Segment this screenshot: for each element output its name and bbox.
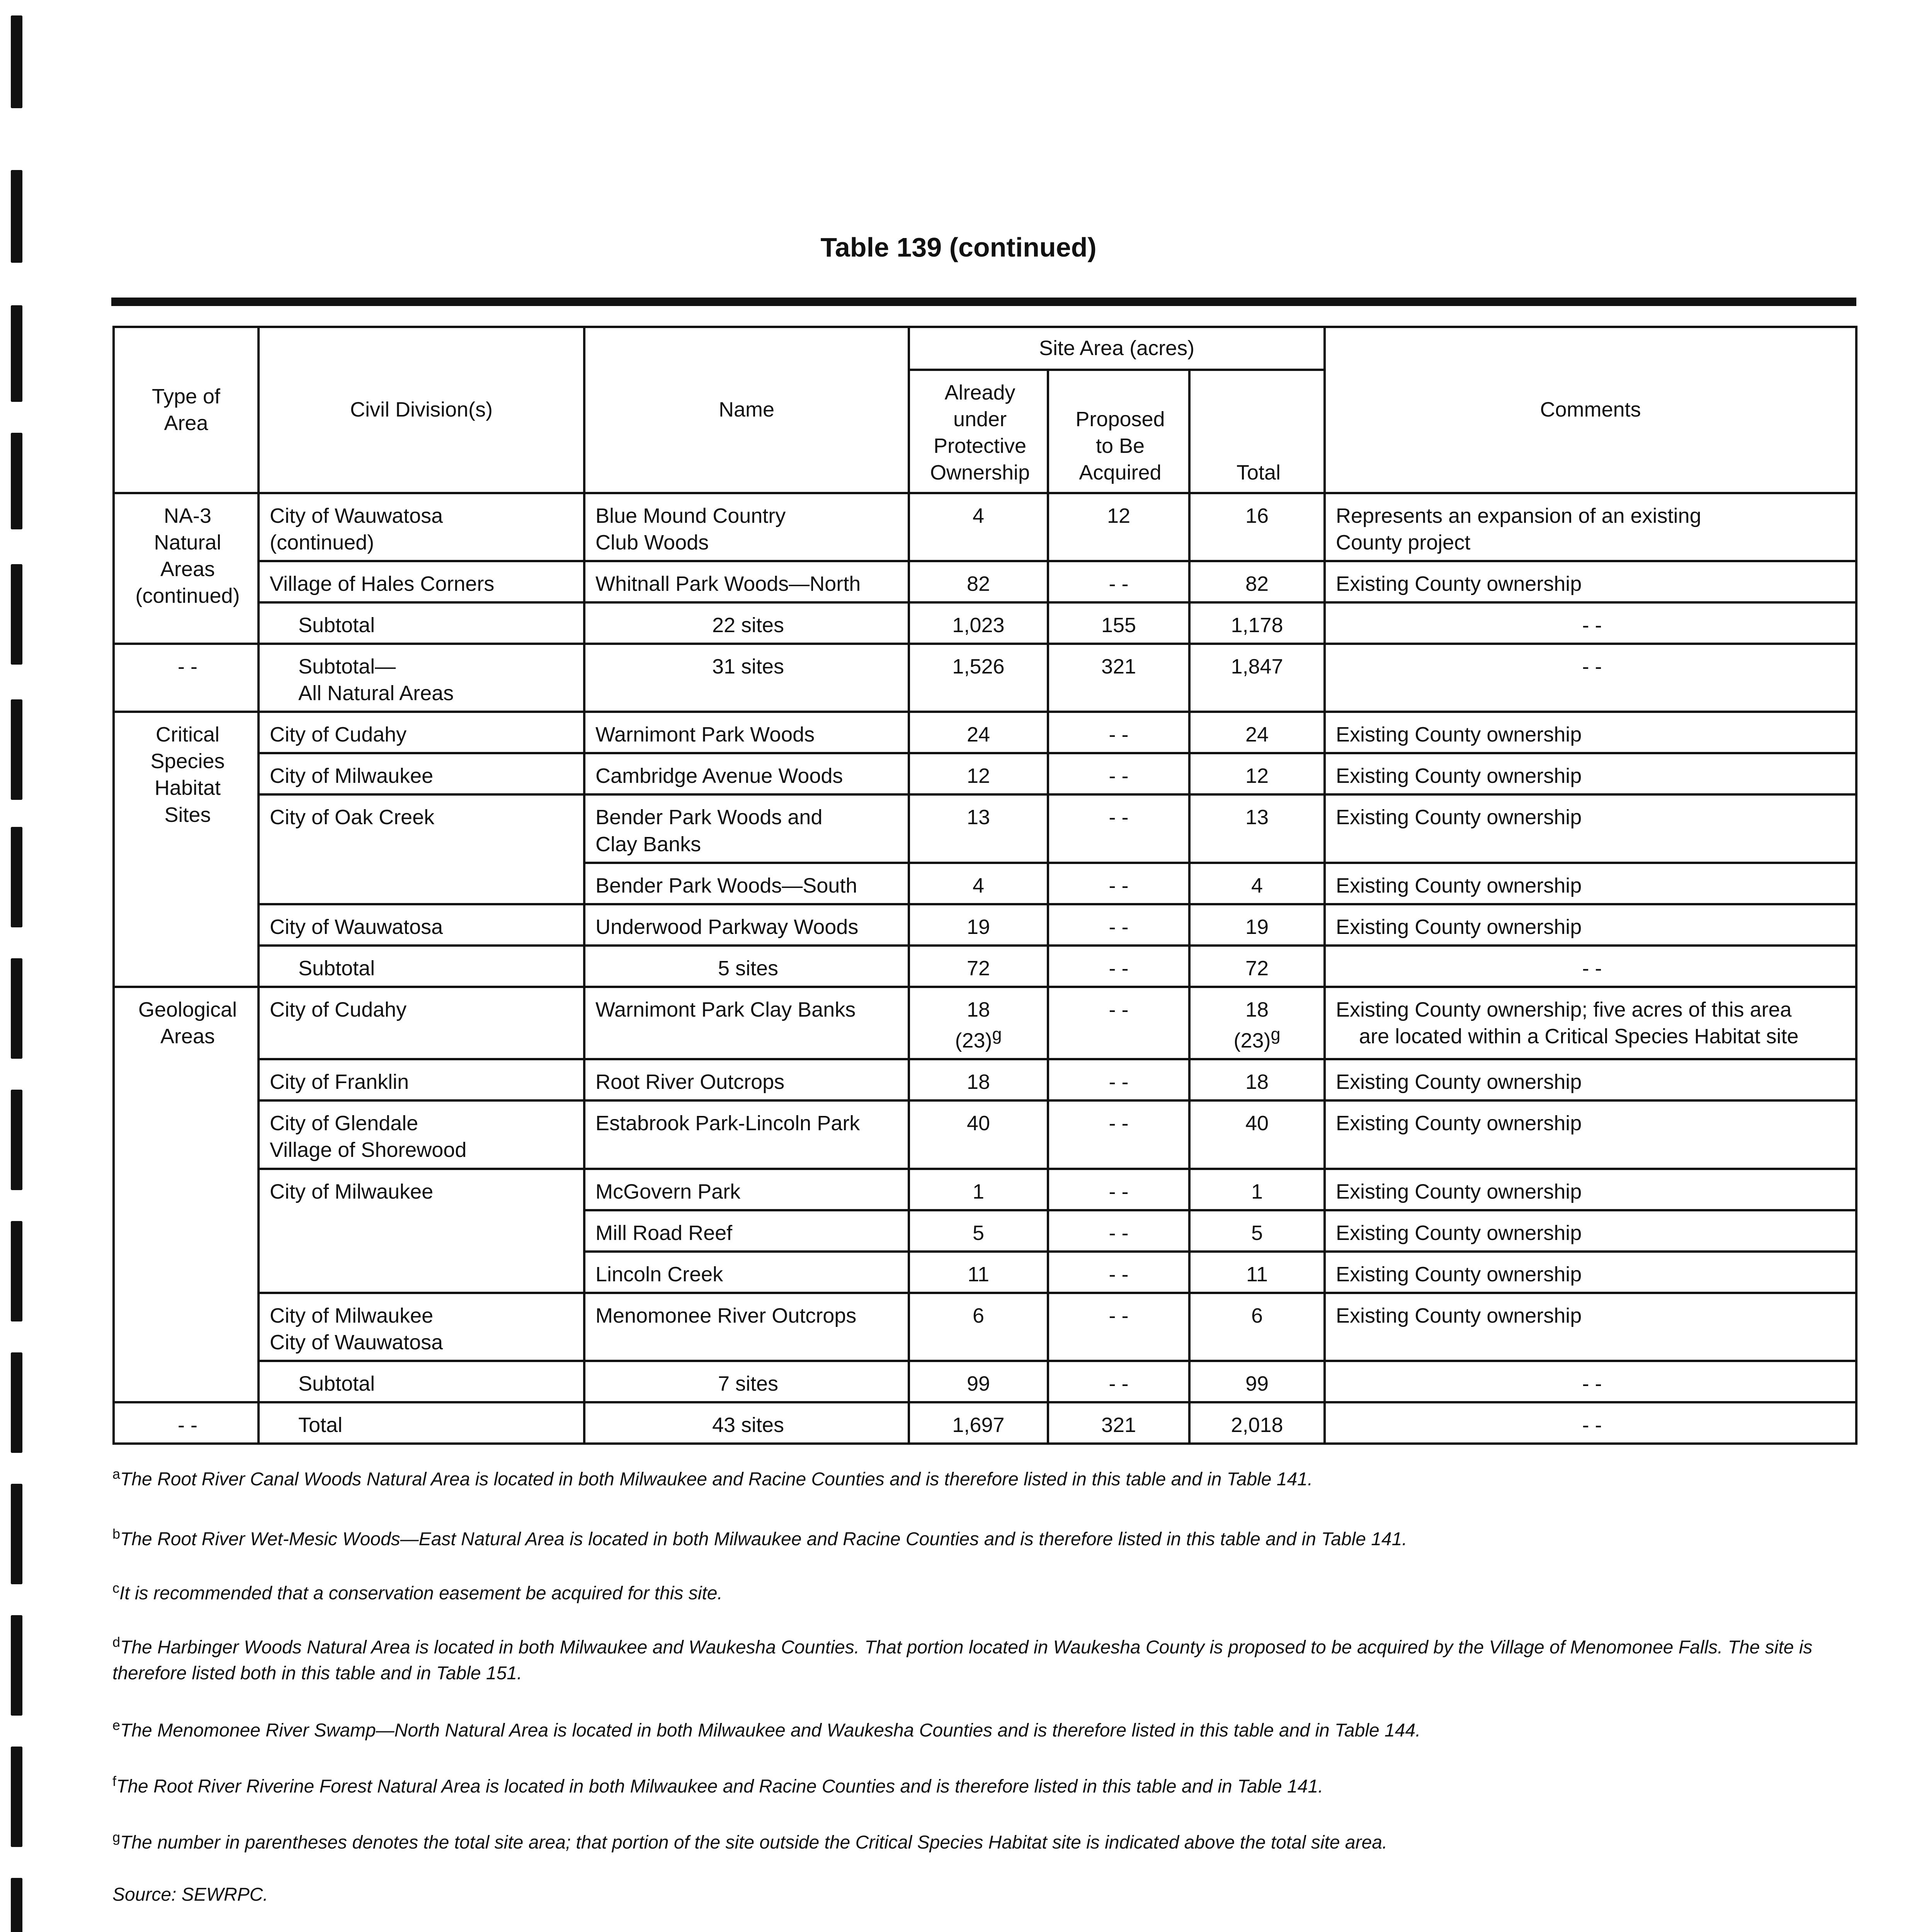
already-value: 18 xyxy=(966,998,990,1021)
binder-mark xyxy=(11,1221,22,1321)
name-cell: Cambridge Avenue Woods xyxy=(584,753,909,794)
type-cell: NA-3 Natural Areas (continued) xyxy=(114,493,259,644)
already-cell: 4 xyxy=(909,863,1048,904)
footnote-text: The Menomonee River Swamp—North Natural Area is located in both Milwaukee and Waukesha Counties and is therefore listed in this table and in Table 144. xyxy=(120,1720,1421,1741)
subtotal-row xyxy=(114,1361,1856,1402)
civil-cell: City of Milwaukee City of Wauwatosa xyxy=(259,1293,584,1361)
type-cell: - - xyxy=(114,1402,259,1444)
already-cell: 40 xyxy=(909,1100,1048,1168)
footnote-text: The number in parentheses denotes the total site area; that portion of the site outside the Critical Species Habitat site is indicated above the total site area. xyxy=(120,1832,1388,1853)
proposed-cell: - - xyxy=(1048,1252,1189,1293)
type-cell: Critical Species Habitat Sites xyxy=(114,712,259,987)
header-row xyxy=(114,327,1856,370)
already-cell: 1,526 xyxy=(909,644,1048,712)
total-row xyxy=(114,1402,1856,1444)
table-row xyxy=(114,1100,1856,1168)
comments-cell: Existing County ownership xyxy=(1325,1059,1856,1100)
already-cell: 12 xyxy=(909,753,1048,794)
already-cell: 13 xyxy=(909,794,1048,862)
proposed-cell: - - xyxy=(1048,987,1189,1059)
civil-cell: City of Milwaukee xyxy=(259,753,584,794)
total-cell: 82 xyxy=(1189,561,1325,602)
col-header-civil: Civil Division(s) xyxy=(259,327,584,493)
total-cell: 4 xyxy=(1189,863,1325,904)
civil-cell: City of Glendale Village of Shorewood xyxy=(259,1100,584,1168)
total-cell: 11 xyxy=(1189,1252,1325,1293)
comments-cell: Existing County ownership xyxy=(1325,1100,1856,1168)
total-cell: 72 xyxy=(1189,946,1325,987)
comments-cell: - - xyxy=(1325,644,1856,712)
civil-cell: Village of Hales Corners xyxy=(259,561,584,602)
already-cell: 1,697 xyxy=(909,1402,1048,1444)
name-cell: 31 sites xyxy=(584,644,909,712)
total-cell: 1,178 xyxy=(1189,602,1325,644)
binder-mark xyxy=(11,1352,22,1453)
civil-cell: City of Oak Creek xyxy=(259,794,584,904)
name-cell: Underwood Parkway Woods xyxy=(584,904,909,946)
source-note: Source: SEWRPC. xyxy=(112,1884,268,1905)
footnote-mark: f xyxy=(112,1773,117,1789)
subtotal-row xyxy=(114,644,1856,712)
civil-cell: City of Wauwatosa xyxy=(259,904,584,946)
proposed-cell: - - xyxy=(1048,1210,1189,1252)
proposed-cell: 321 xyxy=(1048,1402,1189,1444)
total-cell: 12 xyxy=(1189,753,1325,794)
comments-cell: Existing County ownership xyxy=(1325,1252,1856,1293)
footnote-mark: g xyxy=(112,1829,121,1845)
table-row xyxy=(114,794,1856,862)
comments-cell: Existing County ownership xyxy=(1325,1210,1856,1252)
name-cell: Mill Road Reef xyxy=(584,1210,909,1252)
table-row xyxy=(114,1059,1856,1100)
footnote-mark: a xyxy=(112,1466,121,1482)
col-header-comments: Comments xyxy=(1325,327,1856,493)
binder-mark xyxy=(11,958,22,1059)
already-cell: 99 xyxy=(909,1361,1048,1402)
total-value: 18 xyxy=(1245,998,1269,1021)
table-title: Table 139 (continued) xyxy=(820,232,1097,262)
already-cell: 19 xyxy=(909,904,1048,946)
comments-cell: - - xyxy=(1325,946,1856,987)
total-cell: 13 xyxy=(1189,794,1325,862)
col-header-name: Name xyxy=(584,327,909,493)
civil-cell: City of Wauwatosa (continued) xyxy=(259,493,584,561)
binder-mark xyxy=(11,1484,22,1584)
col-header-already: Already under Protective Ownership xyxy=(909,370,1048,493)
civil-cell: Subtotal xyxy=(259,946,584,987)
binder-mark xyxy=(11,1747,22,1847)
proposed-cell: - - xyxy=(1048,904,1189,946)
table-row xyxy=(114,493,1856,561)
total-cell: 16 xyxy=(1189,493,1325,561)
binder-mark xyxy=(11,564,22,665)
name-cell: 7 sites xyxy=(584,1361,909,1402)
total-cell xyxy=(1189,987,1325,1059)
proposed-cell: 12 xyxy=(1048,493,1189,561)
binder-mark xyxy=(11,1615,22,1716)
table-row xyxy=(114,561,1856,602)
footnote-mark: d xyxy=(112,1634,121,1650)
name-cell: Warnimont Park Woods xyxy=(584,712,909,753)
comments-cell: Existing County ownership xyxy=(1325,863,1856,904)
comments-cell: Represents an expansion of an existing County project xyxy=(1325,493,1856,561)
data-table xyxy=(112,326,1857,1445)
proposed-cell: - - xyxy=(1048,1293,1189,1361)
footnote-b xyxy=(112,1524,1855,1552)
footnote-mark-g: g xyxy=(1271,1024,1281,1044)
table-row xyxy=(114,1293,1856,1361)
already-cell: 18 xyxy=(909,1059,1048,1100)
total-cell: 19 xyxy=(1189,904,1325,946)
footnote-text: It is recommended that a conservation easement be acquired for this site. xyxy=(119,1583,723,1604)
already-cell: 5 xyxy=(909,1210,1048,1252)
footnote-g xyxy=(112,1828,1855,1855)
already-cell: 1,023 xyxy=(909,602,1048,644)
binder-mark xyxy=(11,1090,22,1190)
footnote-e xyxy=(112,1716,1855,1743)
table-row xyxy=(114,753,1856,794)
total-cell: 40 xyxy=(1189,1100,1325,1168)
comments-cell: Existing County ownership xyxy=(1325,712,1856,753)
col-header-site-area: Site Area (acres) xyxy=(909,327,1325,370)
already-cell: 24 xyxy=(909,712,1048,753)
already-total-value: (23) xyxy=(955,1029,992,1053)
total-cell: 1,847 xyxy=(1189,644,1325,712)
total-cell: 24 xyxy=(1189,712,1325,753)
already-cell: 82 xyxy=(909,561,1048,602)
total-cell: 6 xyxy=(1189,1293,1325,1361)
footnote-f xyxy=(112,1772,1855,1799)
comments-cell: Existing County ownership xyxy=(1325,1293,1856,1361)
comments-cell: Existing County ownership xyxy=(1325,753,1856,794)
table-row xyxy=(114,904,1856,946)
name-cell: Warnimont Park Clay Banks xyxy=(584,987,909,1059)
name-cell: Menomonee River Outcrops xyxy=(584,1293,909,1361)
footnote-a xyxy=(112,1464,1855,1492)
comments-line: are located within a Critical Species Habitat site xyxy=(1359,1025,1799,1048)
proposed-cell: 321 xyxy=(1048,644,1189,712)
type-cell: - - xyxy=(114,644,259,712)
binder-mark xyxy=(11,305,22,402)
subtotal-row xyxy=(114,946,1856,987)
comments-cell xyxy=(1325,987,1856,1059)
footnote-mark-g: g xyxy=(992,1024,1002,1044)
proposed-cell: - - xyxy=(1048,1100,1189,1168)
col-header-total: Total xyxy=(1189,370,1325,493)
title-rule xyxy=(111,298,1856,306)
total-cell: 99 xyxy=(1189,1361,1325,1402)
civil-cell: Subtotal xyxy=(259,602,584,644)
civil-cell: City of Cudahy xyxy=(259,987,584,1059)
footnote-mark: b xyxy=(112,1526,121,1542)
proposed-cell: - - xyxy=(1048,1059,1189,1100)
total-cell: 2,018 xyxy=(1189,1402,1325,1444)
already-cell: 11 xyxy=(909,1252,1048,1293)
name-cell: McGovern Park xyxy=(584,1169,909,1210)
proposed-cell: - - xyxy=(1048,946,1189,987)
binder-mark xyxy=(11,15,22,108)
comments-cell: - - xyxy=(1325,602,1856,644)
total-total-value: (23) xyxy=(1233,1029,1271,1053)
civil-cell: Subtotal xyxy=(259,1361,584,1402)
name-cell: Blue Mound Country Club Woods xyxy=(584,493,909,561)
col-header-proposed: Proposed to Be Acquired xyxy=(1048,370,1189,493)
proposed-cell: - - xyxy=(1048,1361,1189,1402)
civil-cell: Total xyxy=(259,1402,584,1444)
binder-mark xyxy=(11,433,22,529)
name-cell: Root River Outcrops xyxy=(584,1059,909,1100)
footnote-c xyxy=(112,1578,1855,1606)
comments-cell: - - xyxy=(1325,1402,1856,1444)
name-cell: Bender Park Woods—South xyxy=(584,863,909,904)
civil-cell: Subtotal— All Natural Areas xyxy=(259,644,584,712)
proposed-cell: 155 xyxy=(1048,602,1189,644)
col-header-type: Type of Area xyxy=(114,327,259,493)
comments-cell: - - xyxy=(1325,1361,1856,1402)
footnote-mark: c xyxy=(112,1580,119,1596)
proposed-cell: - - xyxy=(1048,712,1189,753)
binder-mark xyxy=(11,827,22,927)
proposed-cell: - - xyxy=(1048,863,1189,904)
footnote-text: The Root River Canal Woods Natural Area is located in both Milwaukee and Racine Counties and is therefore listed in this table and in Table 141. xyxy=(120,1469,1313,1490)
already-cell xyxy=(909,987,1048,1059)
name-cell: Bender Park Woods and Clay Banks xyxy=(584,794,909,862)
proposed-cell: - - xyxy=(1048,561,1189,602)
total-cell: 1 xyxy=(1189,1169,1325,1210)
proposed-cell: - - xyxy=(1048,753,1189,794)
table-row xyxy=(114,987,1856,1059)
footnote-mark: e xyxy=(112,1717,121,1733)
already-cell: 4 xyxy=(909,493,1048,561)
name-cell: 43 sites xyxy=(584,1402,909,1444)
name-cell: Estabrook Park-Lincoln Park xyxy=(584,1100,909,1168)
binder-mark xyxy=(11,699,22,800)
total-cell: 5 xyxy=(1189,1210,1325,1252)
comments-line: Existing County ownership; five acres of this area xyxy=(1336,998,1792,1021)
footnote-text: The Root River Wet-Mesic Woods—East Natural Area is located in both Milwaukee and Racine Counties and is therefore listed in this table and in Table 141. xyxy=(120,1529,1407,1549)
footnote-d xyxy=(112,1633,1855,1686)
subtotal-row xyxy=(114,602,1856,644)
already-cell: 72 xyxy=(909,946,1048,987)
name-cell: 22 sites xyxy=(584,602,909,644)
footnote-text: The Harbinger Woods Natural Area is located in both Milwaukee and Waukesha Counties. That portion located in Waukesha County is proposed to be acquired by the Village of Menomonee Falls. The site is therefore listed both in this table and in Table 151. xyxy=(112,1637,1813,1684)
already-cell: 1 xyxy=(909,1169,1048,1210)
binder-mark xyxy=(11,1878,22,1932)
total-cell: 18 xyxy=(1189,1059,1325,1100)
comments-cell: Existing County ownership xyxy=(1325,904,1856,946)
civil-cell: City of Cudahy xyxy=(259,712,584,753)
name-cell: Lincoln Creek xyxy=(584,1252,909,1293)
civil-cell: City of Franklin xyxy=(259,1059,584,1100)
comments-cell: Existing County ownership xyxy=(1325,1169,1856,1210)
proposed-cell: - - xyxy=(1048,1169,1189,1210)
comments-cell: Existing County ownership xyxy=(1325,561,1856,602)
footnote-text: The Root River Riverine Forest Natural Area is located in both Milwaukee and Racine Counties and is therefore listed in this table and in Table 141. xyxy=(116,1776,1323,1797)
already-cell: 6 xyxy=(909,1293,1048,1361)
proposed-cell: - - xyxy=(1048,794,1189,862)
name-cell: 5 sites xyxy=(584,946,909,987)
civil-cell: City of Milwaukee xyxy=(259,1169,584,1293)
table-row xyxy=(114,712,1856,753)
comments-cell: Existing County ownership xyxy=(1325,794,1856,862)
type-cell: Geological Areas xyxy=(114,987,259,1402)
name-cell: Whitnall Park Woods—North xyxy=(584,561,909,602)
table-row xyxy=(114,1169,1856,1210)
